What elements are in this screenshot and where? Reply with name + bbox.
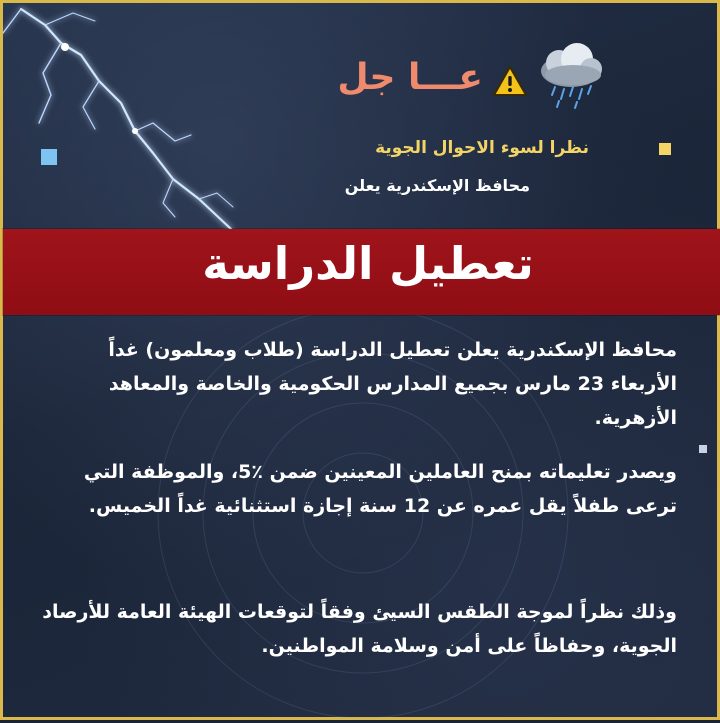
warning-icon: [492, 65, 528, 97]
subtitle-announcer: محافظ الإسكندرية يعلن: [344, 176, 530, 195]
rain-cloud-icon: [533, 41, 608, 113]
body-paragraph: ويصدر تعليماته بمنح العاملين المعينين ضمن ٪5، والموظفة التي ترعى طفلاً يقل عمره عن 12 سنة إجازة استثنائية غداً الخميس.: [83, 461, 677, 517]
subtitle-reason: نظرا لسوء الاحوال الجوية: [375, 138, 589, 158]
decorative-square: [659, 143, 671, 155]
body-paragraph: وذلك نظراً لموجة الطقس السيئ وفقاً لتوقعات الهيئة العامة للأرصاد الجوية، وحفاظاً على أمن وسلامة المواطنين.: [42, 601, 677, 657]
body-paragraph: محافظ الإسكندرية يعلن تعطيل الدراسة (طلاب ومعلمون) غداً الأربعاء 23 مارس بجميع المدارس الحكومية والخاصة والمعاهد الأزهرية.: [108, 339, 677, 429]
headline-banner: [3, 229, 720, 315]
lightning-bolt-icon: [3, 3, 263, 238]
decorative-square: [699, 445, 707, 453]
decorative-square: [41, 149, 57, 165]
headline-row: [248, 55, 588, 115]
urgent-label: عـــا جل: [337, 57, 483, 98]
banner-title: تعطيل الدراسة: [202, 237, 534, 290]
